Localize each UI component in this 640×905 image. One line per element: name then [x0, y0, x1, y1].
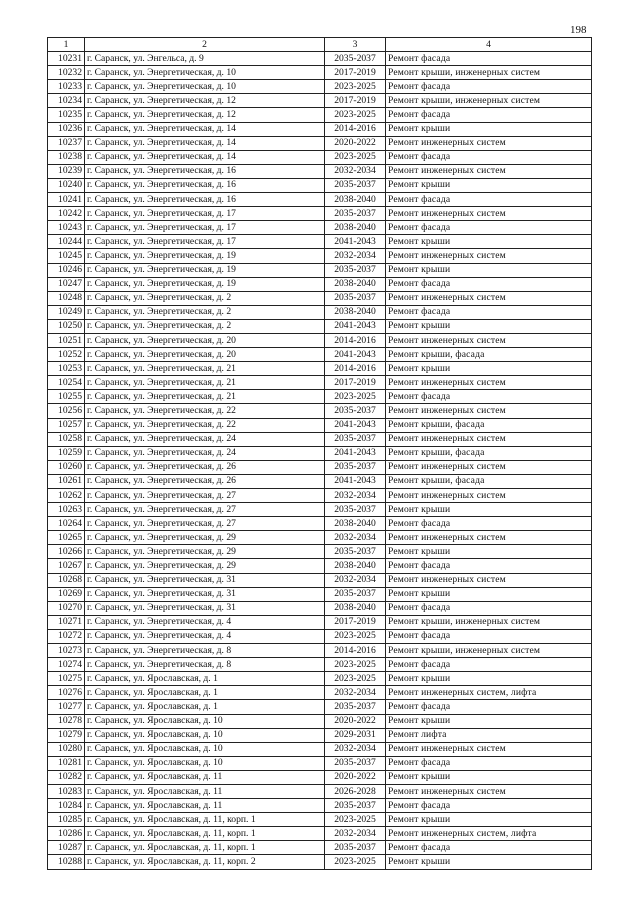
table-row: [48, 390, 592, 404]
row-number-cell: 10243: [48, 221, 85, 235]
row-number-cell: 10265: [48, 531, 85, 545]
period-cell: 2023-2025: [325, 629, 386, 643]
row-number-cell: 10275: [48, 672, 85, 686]
row-number-cell: 10249: [48, 305, 85, 319]
row-number-cell: 10264: [48, 517, 85, 531]
period-cell: 2035-2037: [325, 52, 386, 66]
work-type-cell: Ремонт крыши: [386, 770, 592, 784]
period-cell: 2023-2025: [325, 658, 386, 672]
row-number-cell: 10252: [48, 348, 85, 362]
address-cell: г. Саранск, ул. Ярославская, д. 10: [85, 742, 325, 756]
row-number-cell: 10281: [48, 756, 85, 770]
period-cell: 2032-2034: [325, 686, 386, 700]
work-type-cell: Ремонт крыши, инженерных систем: [386, 66, 592, 80]
work-type-cell: Ремонт фасада: [386, 756, 592, 770]
table-body: [48, 52, 592, 869]
period-cell: 2035-2037: [325, 545, 386, 559]
work-type-cell: Ремонт крыши, фасада: [386, 446, 592, 460]
table-row: [48, 432, 592, 446]
period-cell: 2035-2037: [325, 207, 386, 221]
table-row: [48, 714, 592, 728]
table-row: [48, 573, 592, 587]
address-cell: г. Саранск, ул. Энергетическая, д. 10: [85, 80, 325, 94]
row-number-cell: 10239: [48, 164, 85, 178]
row-number-cell: 10261: [48, 474, 85, 488]
address-cell: г. Саранск, ул. Энергетическая, д. 29: [85, 545, 325, 559]
work-type-cell: Ремонт крыши: [386, 714, 592, 728]
address-cell: г. Саранск, ул. Энергетическая, д. 31: [85, 601, 325, 615]
period-cell: 2014-2016: [325, 362, 386, 376]
address-cell: г. Саранск, ул. Энергетическая, д. 16: [85, 193, 325, 207]
address-cell: г. Саранск, ул. Ярославская, д. 10: [85, 756, 325, 770]
period-cell: 2038-2040: [325, 221, 386, 235]
period-cell: 2041-2043: [325, 235, 386, 249]
row-number-cell: 10244: [48, 235, 85, 249]
period-cell: 2032-2034: [325, 489, 386, 503]
work-type-cell: Ремонт крыши: [386, 263, 592, 277]
work-type-cell: Ремонт фасада: [386, 559, 592, 573]
period-cell: 2014-2016: [325, 644, 386, 658]
work-type-cell: Ремонт фасада: [386, 658, 592, 672]
period-cell: 2035-2037: [325, 404, 386, 418]
address-cell: г. Саранск, ул. Энергетическая, д. 2: [85, 291, 325, 305]
period-cell: 2041-2043: [325, 418, 386, 432]
period-cell: 2035-2037: [325, 460, 386, 474]
row-number-cell: 10253: [48, 362, 85, 376]
work-type-cell: Ремонт инженерных систем: [386, 291, 592, 305]
address-cell: г. Саранск, ул. Ярославская, д. 1: [85, 672, 325, 686]
work-type-cell: Ремонт фасада: [386, 52, 592, 66]
address-cell: г. Саранск, ул. Ярославская, д. 10: [85, 714, 325, 728]
row-number-cell: 10240: [48, 178, 85, 192]
table-row: [48, 333, 592, 347]
table-row: [48, 629, 592, 643]
header-row: [48, 38, 592, 52]
row-number-cell: 10258: [48, 432, 85, 446]
work-type-cell: Ремонт инженерных систем: [386, 376, 592, 390]
row-number-cell: 10273: [48, 644, 85, 658]
row-number-cell: 10277: [48, 700, 85, 714]
work-type-cell: Ремонт фасада: [386, 629, 592, 643]
work-type-cell: Ремонт крыши: [386, 813, 592, 827]
address-cell: г. Саранск, ул. Энгельса, д. 9: [85, 52, 325, 66]
work-type-cell: Ремонт крыши, инженерных систем: [386, 644, 592, 658]
row-number-cell: 10280: [48, 742, 85, 756]
row-number-cell: 10259: [48, 446, 85, 460]
table-row: [48, 277, 592, 291]
table-row: [48, 66, 592, 80]
row-number-cell: 10257: [48, 418, 85, 432]
period-cell: 2014-2016: [325, 122, 386, 136]
period-cell: 2035-2037: [325, 178, 386, 192]
period-cell: 2020-2022: [325, 770, 386, 784]
period-cell: 2020-2022: [325, 714, 386, 728]
row-number-cell: 10278: [48, 714, 85, 728]
row-number-cell: 10251: [48, 333, 85, 347]
table-row: [48, 164, 592, 178]
table-row: [48, 813, 592, 827]
period-cell: 2023-2025: [325, 150, 386, 164]
table-row: [48, 489, 592, 503]
row-number-cell: 10272: [48, 629, 85, 643]
table-row: [48, 517, 592, 531]
address-cell: г. Саранск, ул. Энергетическая, д. 14: [85, 150, 325, 164]
address-cell: г. Саранск, ул. Энергетическая, д. 19: [85, 249, 325, 263]
row-number-cell: 10279: [48, 728, 85, 742]
address-cell: г. Саранск, ул. Ярославская, д. 1: [85, 700, 325, 714]
table-row: [48, 249, 592, 263]
row-number-cell: 10287: [48, 841, 85, 855]
work-type-cell: Ремонт инженерных систем: [386, 573, 592, 587]
row-number-cell: 10271: [48, 615, 85, 629]
address-cell: г. Саранск, ул. Энергетическая, д. 26: [85, 460, 325, 474]
period-cell: 2017-2019: [325, 66, 386, 80]
table-row: [48, 799, 592, 813]
address-cell: г. Саранск, ул. Энергетическая, д. 31: [85, 587, 325, 601]
address-cell: г. Саранск, ул. Энергетическая, д. 12: [85, 108, 325, 122]
work-type-cell: Ремонт лифта: [386, 728, 592, 742]
repair-schedule-table: [47, 37, 592, 870]
address-cell: г. Саранск, ул. Энергетическая, д. 17: [85, 221, 325, 235]
address-cell: г. Саранск, ул. Энергетическая, д. 8: [85, 644, 325, 658]
table-row: [48, 178, 592, 192]
work-type-cell: Ремонт фасада: [386, 517, 592, 531]
address-cell: г. Саранск, ул. Энергетическая, д. 21: [85, 390, 325, 404]
row-number-cell: 10246: [48, 263, 85, 277]
table-row: [48, 460, 592, 474]
row-number-cell: 10288: [48, 855, 85, 869]
row-number-cell: 10276: [48, 686, 85, 700]
table-row: [48, 587, 592, 601]
work-type-cell: Ремонт крыши: [386, 672, 592, 686]
work-type-cell: Ремонт фасада: [386, 221, 592, 235]
row-number-cell: 10274: [48, 658, 85, 672]
address-cell: г. Саранск, ул. Ярославская, д. 10: [85, 728, 325, 742]
period-cell: 2023-2025: [325, 855, 386, 869]
period-cell: 2038-2040: [325, 193, 386, 207]
address-cell: г. Саранск, ул. Энергетическая, д. 12: [85, 94, 325, 108]
table-row: [48, 503, 592, 517]
table-row: [48, 728, 592, 742]
work-type-cell: Ремонт крыши: [386, 545, 592, 559]
table-row: [48, 94, 592, 108]
work-type-cell: Ремонт крыши: [386, 235, 592, 249]
table-row: [48, 601, 592, 615]
address-cell: г. Саранск, ул. Энергетическая, д. 22: [85, 404, 325, 418]
period-cell: 2035-2037: [325, 756, 386, 770]
work-type-cell: Ремонт фасада: [386, 80, 592, 94]
row-number-cell: 10282: [48, 770, 85, 784]
address-cell: г. Саранск, ул. Ярославская, д. 11, корп. 1: [85, 813, 325, 827]
period-cell: 2032-2034: [325, 164, 386, 178]
work-type-cell: Ремонт инженерных систем, лифта: [386, 827, 592, 841]
row-number-cell: 10262: [48, 489, 85, 503]
address-cell: г. Саранск, ул. Энергетическая, д. 27: [85, 489, 325, 503]
table-row: [48, 446, 592, 460]
work-type-cell: Ремонт крыши: [386, 587, 592, 601]
table-row: [48, 672, 592, 686]
work-type-cell: Ремонт инженерных систем, лифта: [386, 686, 592, 700]
work-type-cell: Ремонт крыши, фасада: [386, 474, 592, 488]
column-header-4: 4: [386, 38, 592, 52]
row-number-cell: 10285: [48, 813, 85, 827]
row-number-cell: 10284: [48, 799, 85, 813]
address-cell: г. Саранск, ул. Ярославская, д. 11: [85, 799, 325, 813]
period-cell: 2017-2019: [325, 94, 386, 108]
row-number-cell: 10245: [48, 249, 85, 263]
table-row: [48, 559, 592, 573]
period-cell: 2023-2025: [325, 80, 386, 94]
work-type-cell: Ремонт крыши, фасада: [386, 418, 592, 432]
address-cell: г. Саранск, ул. Энергетическая, д. 19: [85, 263, 325, 277]
work-type-cell: Ремонт крыши: [386, 855, 592, 869]
row-number-cell: 10256: [48, 404, 85, 418]
work-type-cell: Ремонт фасада: [386, 305, 592, 319]
address-cell: г. Саранск, ул. Энергетическая, д. 31: [85, 573, 325, 587]
period-cell: 2014-2016: [325, 333, 386, 347]
period-cell: 2038-2040: [325, 517, 386, 531]
row-number-cell: 10241: [48, 193, 85, 207]
work-type-cell: Ремонт инженерных систем: [386, 164, 592, 178]
row-number-cell: 10267: [48, 559, 85, 573]
period-cell: 2038-2040: [325, 277, 386, 291]
period-cell: 2017-2019: [325, 376, 386, 390]
table-row: [48, 136, 592, 150]
row-number-cell: 10270: [48, 601, 85, 615]
work-type-cell: Ремонт инженерных систем: [386, 404, 592, 418]
row-number-cell: 10254: [48, 376, 85, 390]
table-row: [48, 418, 592, 432]
work-type-cell: Ремонт крыши: [386, 122, 592, 136]
table-row: [48, 827, 592, 841]
address-cell: г. Саранск, ул. Энергетическая, д. 20: [85, 333, 325, 347]
work-type-cell: Ремонт фасада: [386, 193, 592, 207]
row-number-cell: 10255: [48, 390, 85, 404]
table-row: [48, 263, 592, 277]
period-cell: 2041-2043: [325, 348, 386, 362]
address-cell: г. Саранск, ул. Ярославская, д. 11, корп. 2: [85, 855, 325, 869]
work-type-cell: Ремонт инженерных систем: [386, 432, 592, 446]
work-type-cell: Ремонт фасада: [386, 108, 592, 122]
address-cell: г. Саранск, ул. Энергетическая, д. 29: [85, 559, 325, 573]
work-type-cell: Ремонт крыши: [386, 319, 592, 333]
table-row: [48, 545, 592, 559]
period-cell: 2017-2019: [325, 615, 386, 629]
work-type-cell: Ремонт инженерных систем: [386, 136, 592, 150]
table-row: [48, 784, 592, 798]
address-cell: г. Саранск, ул. Энергетическая, д. 17: [85, 235, 325, 249]
table-row: [48, 80, 592, 94]
work-type-cell: Ремонт фасада: [386, 700, 592, 714]
table-row: [48, 700, 592, 714]
address-cell: г. Саранск, ул. Энергетическая, д. 21: [85, 376, 325, 390]
address-cell: г. Саранск, ул. Энергетическая, д. 4: [85, 629, 325, 643]
table-row: [48, 404, 592, 418]
row-number-cell: 10247: [48, 277, 85, 291]
period-cell: 2023-2025: [325, 390, 386, 404]
address-cell: г. Саранск, ул. Энергетическая, д. 29: [85, 531, 325, 545]
period-cell: 2038-2040: [325, 601, 386, 615]
period-cell: 2032-2034: [325, 573, 386, 587]
table-row: [48, 742, 592, 756]
address-cell: г. Саранск, ул. Энергетическая, д. 27: [85, 517, 325, 531]
table-row: [48, 193, 592, 207]
work-type-cell: Ремонт инженерных систем: [386, 489, 592, 503]
table-row: [48, 770, 592, 784]
period-cell: 2035-2037: [325, 700, 386, 714]
row-number-cell: 10266: [48, 545, 85, 559]
table-row: [48, 531, 592, 545]
row-number-cell: 10283: [48, 784, 85, 798]
period-cell: 2038-2040: [325, 305, 386, 319]
table-row: [48, 658, 592, 672]
address-cell: г. Саранск, ул. Энергетическая, д. 24: [85, 446, 325, 460]
work-type-cell: Ремонт крыши, фасада: [386, 348, 592, 362]
work-type-cell: Ремонт инженерных систем: [386, 207, 592, 221]
address-cell: г. Саранск, ул. Энергетическая, д. 14: [85, 122, 325, 136]
period-cell: 2026-2028: [325, 784, 386, 798]
period-cell: 2035-2037: [325, 841, 386, 855]
table-row: [48, 150, 592, 164]
row-number-cell: 10269: [48, 587, 85, 601]
period-cell: 2035-2037: [325, 291, 386, 305]
work-type-cell: Ремонт инженерных систем: [386, 333, 592, 347]
address-cell: г. Саранск, ул. Энергетическая, д. 17: [85, 207, 325, 221]
work-type-cell: Ремонт инженерных систем: [386, 742, 592, 756]
period-cell: 2041-2043: [325, 446, 386, 460]
address-cell: г. Саранск, ул. Энергетическая, д. 2: [85, 319, 325, 333]
row-number-cell: 10234: [48, 94, 85, 108]
table-row: [48, 474, 592, 488]
row-number-cell: 10237: [48, 136, 85, 150]
row-number-cell: 10238: [48, 150, 85, 164]
address-cell: г. Саранск, ул. Энергетическая, д. 16: [85, 164, 325, 178]
table-row: [48, 644, 592, 658]
period-cell: 2035-2037: [325, 263, 386, 277]
address-cell: г. Саранск, ул. Энергетическая, д. 19: [85, 277, 325, 291]
row-number-cell: 10263: [48, 503, 85, 517]
work-type-cell: Ремонт крыши, инженерных систем: [386, 94, 592, 108]
period-cell: 2035-2037: [325, 587, 386, 601]
address-cell: г. Саранск, ул. Энергетическая, д. 8: [85, 658, 325, 672]
work-type-cell: Ремонт фасада: [386, 601, 592, 615]
table-row: [48, 615, 592, 629]
table-row: [48, 108, 592, 122]
column-header-3: 3: [325, 38, 386, 52]
period-cell: 2023-2025: [325, 108, 386, 122]
table-row: [48, 841, 592, 855]
address-cell: г. Саранск, ул. Энергетическая, д. 16: [85, 178, 325, 192]
table-row: [48, 305, 592, 319]
column-header-2: 2: [85, 38, 325, 52]
address-cell: г. Саранск, ул. Ярославская, д. 1: [85, 686, 325, 700]
work-type-cell: Ремонт крыши: [386, 503, 592, 517]
address-cell: г. Саранск, ул. Энергетическая, д. 22: [85, 418, 325, 432]
row-number-cell: 10260: [48, 460, 85, 474]
period-cell: 2029-2031: [325, 728, 386, 742]
row-number-cell: 10248: [48, 291, 85, 305]
address-cell: г. Саранск, ул. Энергетическая, д. 10: [85, 66, 325, 80]
period-cell: 2035-2037: [325, 799, 386, 813]
address-cell: г. Саранск, ул. Энергетическая, д. 2: [85, 305, 325, 319]
address-cell: г. Саранск, ул. Энергетическая, д. 27: [85, 503, 325, 517]
work-type-cell: Ремонт крыши: [386, 178, 592, 192]
work-type-cell: Ремонт фасада: [386, 390, 592, 404]
table-row: [48, 207, 592, 221]
work-type-cell: Ремонт фасада: [386, 841, 592, 855]
table-row: [48, 122, 592, 136]
period-cell: 2032-2034: [325, 531, 386, 545]
table-row: [48, 348, 592, 362]
table-row: [48, 686, 592, 700]
period-cell: 2035-2037: [325, 432, 386, 446]
table-row: [48, 756, 592, 770]
work-type-cell: Ремонт фасада: [386, 799, 592, 813]
column-header-1: 1: [48, 38, 85, 52]
row-number-cell: 10233: [48, 80, 85, 94]
page-number: 198: [570, 24, 587, 36]
table-row: [48, 376, 592, 390]
table-row: [48, 319, 592, 333]
row-number-cell: 10286: [48, 827, 85, 841]
address-cell: г. Саранск, ул. Ярославская, д. 11: [85, 784, 325, 798]
work-type-cell: Ремонт инженерных систем: [386, 460, 592, 474]
period-cell: 2023-2025: [325, 672, 386, 686]
address-cell: г. Саранск, ул. Ярославская, д. 11, корп. 1: [85, 827, 325, 841]
work-type-cell: Ремонт фасада: [386, 150, 592, 164]
period-cell: 2041-2043: [325, 319, 386, 333]
address-cell: г. Саранск, ул. Ярославская, д. 11: [85, 770, 325, 784]
work-type-cell: Ремонт инженерных систем: [386, 249, 592, 263]
address-cell: г. Саранск, ул. Ярославская, д. 11, корп. 1: [85, 841, 325, 855]
address-cell: г. Саранск, ул. Энергетическая, д. 21: [85, 362, 325, 376]
period-cell: 2032-2034: [325, 249, 386, 263]
row-number-cell: 10250: [48, 319, 85, 333]
work-type-cell: Ремонт инженерных систем: [386, 784, 592, 798]
address-cell: г. Саранск, ул. Энергетическая, д. 24: [85, 432, 325, 446]
period-cell: 2020-2022: [325, 136, 386, 150]
period-cell: 2041-2043: [325, 474, 386, 488]
address-cell: г. Саранск, ул. Энергетическая, д. 20: [85, 348, 325, 362]
row-number-cell: 10235: [48, 108, 85, 122]
work-type-cell: Ремонт крыши, инженерных систем: [386, 615, 592, 629]
period-cell: 2023-2025: [325, 813, 386, 827]
row-number-cell: 10268: [48, 573, 85, 587]
table-row: [48, 291, 592, 305]
work-type-cell: Ремонт инженерных систем: [386, 531, 592, 545]
work-type-cell: Ремонт фасада: [386, 277, 592, 291]
row-number-cell: 10236: [48, 122, 85, 136]
row-number-cell: 10242: [48, 207, 85, 221]
period-cell: 2038-2040: [325, 559, 386, 573]
table-row: [48, 855, 592, 869]
address-cell: г. Саранск, ул. Энергетическая, д. 14: [85, 136, 325, 150]
period-cell: 2035-2037: [325, 503, 386, 517]
row-number-cell: 10232: [48, 66, 85, 80]
row-number-cell: 10231: [48, 52, 85, 66]
address-cell: г. Саранск, ул. Энергетическая, д. 4: [85, 615, 325, 629]
table-row: [48, 362, 592, 376]
work-type-cell: Ремонт крыши: [386, 362, 592, 376]
table-row: [48, 52, 592, 66]
period-cell: 2032-2034: [325, 827, 386, 841]
table-row: [48, 235, 592, 249]
table-row: [48, 221, 592, 235]
period-cell: 2032-2034: [325, 742, 386, 756]
address-cell: г. Саранск, ул. Энергетическая, д. 26: [85, 474, 325, 488]
